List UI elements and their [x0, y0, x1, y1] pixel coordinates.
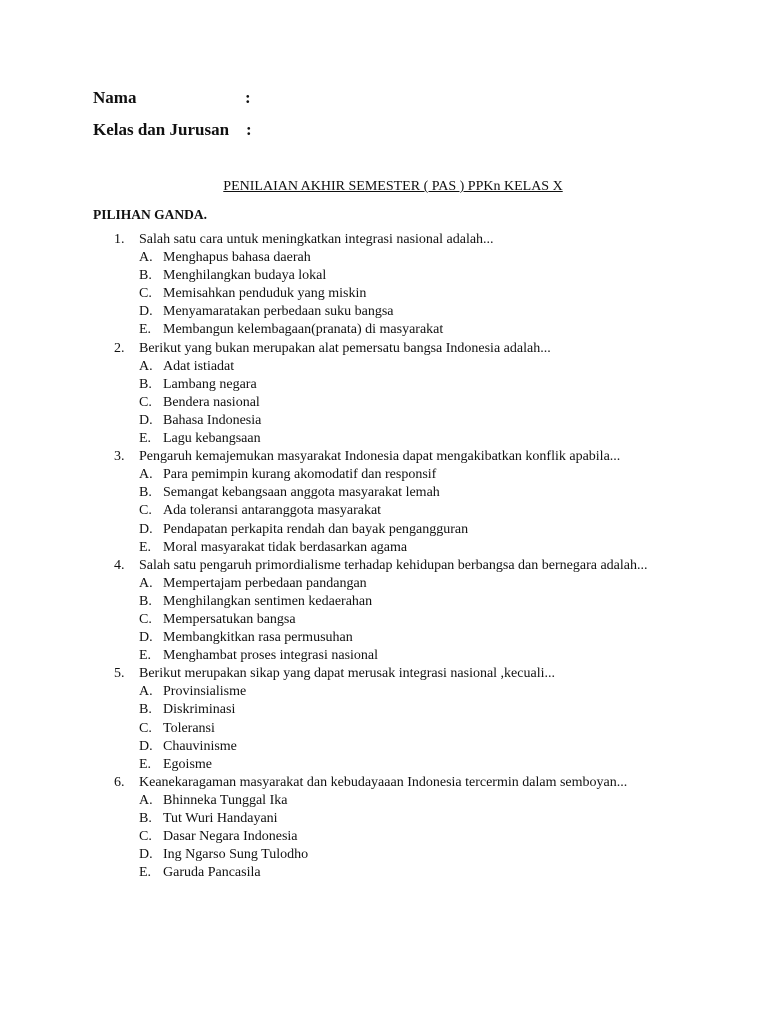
option-item — [0, 539, 768, 557]
option-text: Membangkitkan rasa permusuhan — [163, 630, 353, 646]
option-letter: D. — [139, 412, 153, 428]
option-letter: A. — [139, 358, 153, 374]
option-letter: C. — [139, 611, 152, 627]
question-number: 3. — [114, 449, 125, 465]
option-list — [0, 792, 768, 882]
option-text: Tut Wuri Handayani — [163, 811, 278, 826]
option-letter: A. — [139, 250, 153, 266]
option-item — [0, 738, 768, 756]
question-text: Pengaruh kemajemukan masyarakat Indonesia dapat mengakibatkan konflik apabila... — [139, 449, 621, 465]
option-list — [0, 358, 768, 448]
option-text: Lambang negara — [163, 376, 257, 392]
option-letter: B. — [139, 702, 152, 718]
option-letter: B. — [139, 376, 152, 392]
option-list — [0, 249, 768, 339]
option-item — [0, 484, 768, 502]
option-list — [0, 466, 768, 556]
option-text: Menghambat proses integrasi nasional — [163, 648, 379, 664]
option-text: Semangat kebangsaan anggota masyarakat lemah — [163, 485, 440, 501]
option-letter: C. — [139, 720, 152, 736]
question-number: 4. — [114, 557, 125, 573]
option-item — [0, 394, 768, 412]
option-item — [0, 285, 768, 303]
option-letter: E. — [139, 322, 152, 338]
option-item — [0, 756, 768, 774]
option-item — [0, 611, 768, 629]
option-text: Bendera nasional — [163, 394, 260, 410]
option-letter: D. — [139, 521, 153, 537]
option-letter: A. — [139, 575, 153, 591]
option-item — [0, 358, 768, 376]
option-item — [0, 466, 768, 484]
option-text: Menghilangkan budaya lokal — [163, 268, 327, 284]
option-item — [0, 701, 768, 719]
option-list — [0, 575, 768, 665]
exam-title — [0, 178, 768, 196]
option-text: Mempersatukan bangsa — [163, 611, 296, 627]
question-item — [0, 340, 768, 449]
option-letter: D. — [139, 304, 153, 320]
option-item — [0, 249, 768, 267]
question-number: 5. — [114, 666, 125, 682]
option-item — [0, 864, 768, 882]
option-text: Ada toleransi antaranggota masyarakat — [163, 503, 382, 519]
option-item — [0, 521, 768, 539]
option-text: Mempertajam perbedaan pandangan — [163, 575, 367, 591]
option-item — [0, 430, 768, 448]
option-text: Para pemimpin kurang akomodatif dan responsif — [163, 467, 437, 483]
section-heading: PILIHAN GANDA. — [93, 207, 208, 222]
option-letter: C. — [139, 394, 152, 410]
option-item — [0, 412, 768, 430]
exam-title-text: PENILAIAN AKHIR SEMESTER ( PAS ) PPKn KELAS X — [223, 179, 563, 194]
option-text: Menghilangkan sentimen kedaerahan — [163, 593, 373, 609]
option-letter: E. — [139, 431, 152, 447]
option-text: Bhinneka Tunggal Ika — [163, 792, 288, 808]
option-letter: C. — [139, 503, 152, 519]
option-text: Garuda Pancasila — [163, 865, 261, 881]
kelas-jurusan-label: Kelas dan Jurusan — [93, 120, 230, 139]
option-list — [0, 683, 768, 773]
option-letter: B. — [139, 811, 152, 826]
option-letter: E. — [139, 648, 152, 664]
option-letter: E. — [139, 539, 152, 555]
option-item — [0, 321, 768, 339]
option-letter: C. — [139, 286, 152, 302]
option-item — [0, 647, 768, 665]
nama-label: Nama — [93, 88, 137, 107]
question-number: 1. — [114, 232, 125, 247]
option-letter: A. — [139, 467, 153, 483]
option-letter: E. — [139, 865, 152, 881]
option-text: Memisahkan penduduk yang miskin — [163, 286, 367, 302]
option-item — [0, 828, 768, 846]
option-letter: B. — [139, 268, 152, 284]
option-letter: A. — [139, 684, 153, 700]
option-item — [0, 810, 768, 828]
option-letter: E. — [139, 756, 152, 772]
option-item — [0, 629, 768, 647]
question-item — [0, 665, 768, 774]
nama-field — [93, 88, 251, 108]
question-item — [0, 231, 768, 340]
option-letter: C. — [139, 829, 152, 845]
kelas-jurusan-field — [93, 120, 252, 140]
option-letter: D. — [139, 847, 153, 863]
option-text: Moral masyarakat tidak berdasarkan agama — [163, 539, 408, 555]
option-item — [0, 846, 768, 864]
option-text: Ing Ngarso Sung Tulodho — [163, 847, 309, 863]
question-text: Salah satu cara untuk meningkatkan integrasi nasional adalah... — [139, 232, 494, 247]
option-item — [0, 683, 768, 701]
option-text: Chauvinisme — [163, 738, 237, 754]
option-text: Provinsialisme — [163, 684, 247, 700]
question-number: 2. — [114, 340, 125, 356]
question-text: Berikut merupakan sikap yang dapat merusak integrasi nasional ,kecuali... — [139, 666, 555, 682]
option-text: Adat istiadat — [163, 358, 235, 374]
option-item — [0, 502, 768, 520]
option-text: Menghapus bahasa daerah — [163, 250, 311, 266]
option-letter: D. — [139, 738, 153, 754]
nama-colon: : — [245, 88, 251, 107]
option-letter: B. — [139, 593, 152, 609]
option-text: Lagu kebangsaan — [163, 431, 261, 447]
option-letter: D. — [139, 630, 153, 646]
question-item — [0, 448, 768, 557]
option-text: Diskriminasi — [163, 702, 236, 718]
option-text: Bahasa Indonesia — [163, 412, 262, 428]
option-text: Menyamaratakan perbedaan suku bangsa — [163, 304, 394, 320]
question-list — [0, 231, 768, 882]
option-text: Dasar Negara Indonesia — [163, 829, 298, 845]
question-text: Salah satu pengaruh primordialisme terhadap kehidupan berbangsa dan bernegara adalah... — [139, 557, 648, 573]
option-letter: A. — [139, 792, 153, 808]
option-item — [0, 267, 768, 285]
option-item — [0, 720, 768, 738]
option-text: Toleransi — [163, 720, 215, 736]
option-item — [0, 303, 768, 321]
option-item — [0, 792, 768, 810]
option-text: Egoisme — [163, 756, 212, 772]
question-number: 6. — [114, 774, 125, 790]
question-text: Berikut yang bukan merupakan alat pemersatu bangsa Indonesia adalah... — [139, 340, 551, 356]
option-item — [0, 376, 768, 394]
option-item — [0, 575, 768, 593]
kelas-jurusan-colon: : — [246, 120, 252, 139]
question-item — [0, 557, 768, 666]
option-text: Membangun kelembagaan(pranata) di masyarakat — [163, 322, 444, 338]
option-text: Pendapatan perkapita rendah dan bayak pengangguran — [163, 521, 469, 537]
option-item — [0, 593, 768, 611]
question-item — [0, 774, 768, 883]
option-letter: B. — [139, 485, 152, 501]
question-text: Keanekaragaman masyarakat dan kebudayaaan Indonesia tercermin dalam semboyan... — [139, 774, 628, 790]
